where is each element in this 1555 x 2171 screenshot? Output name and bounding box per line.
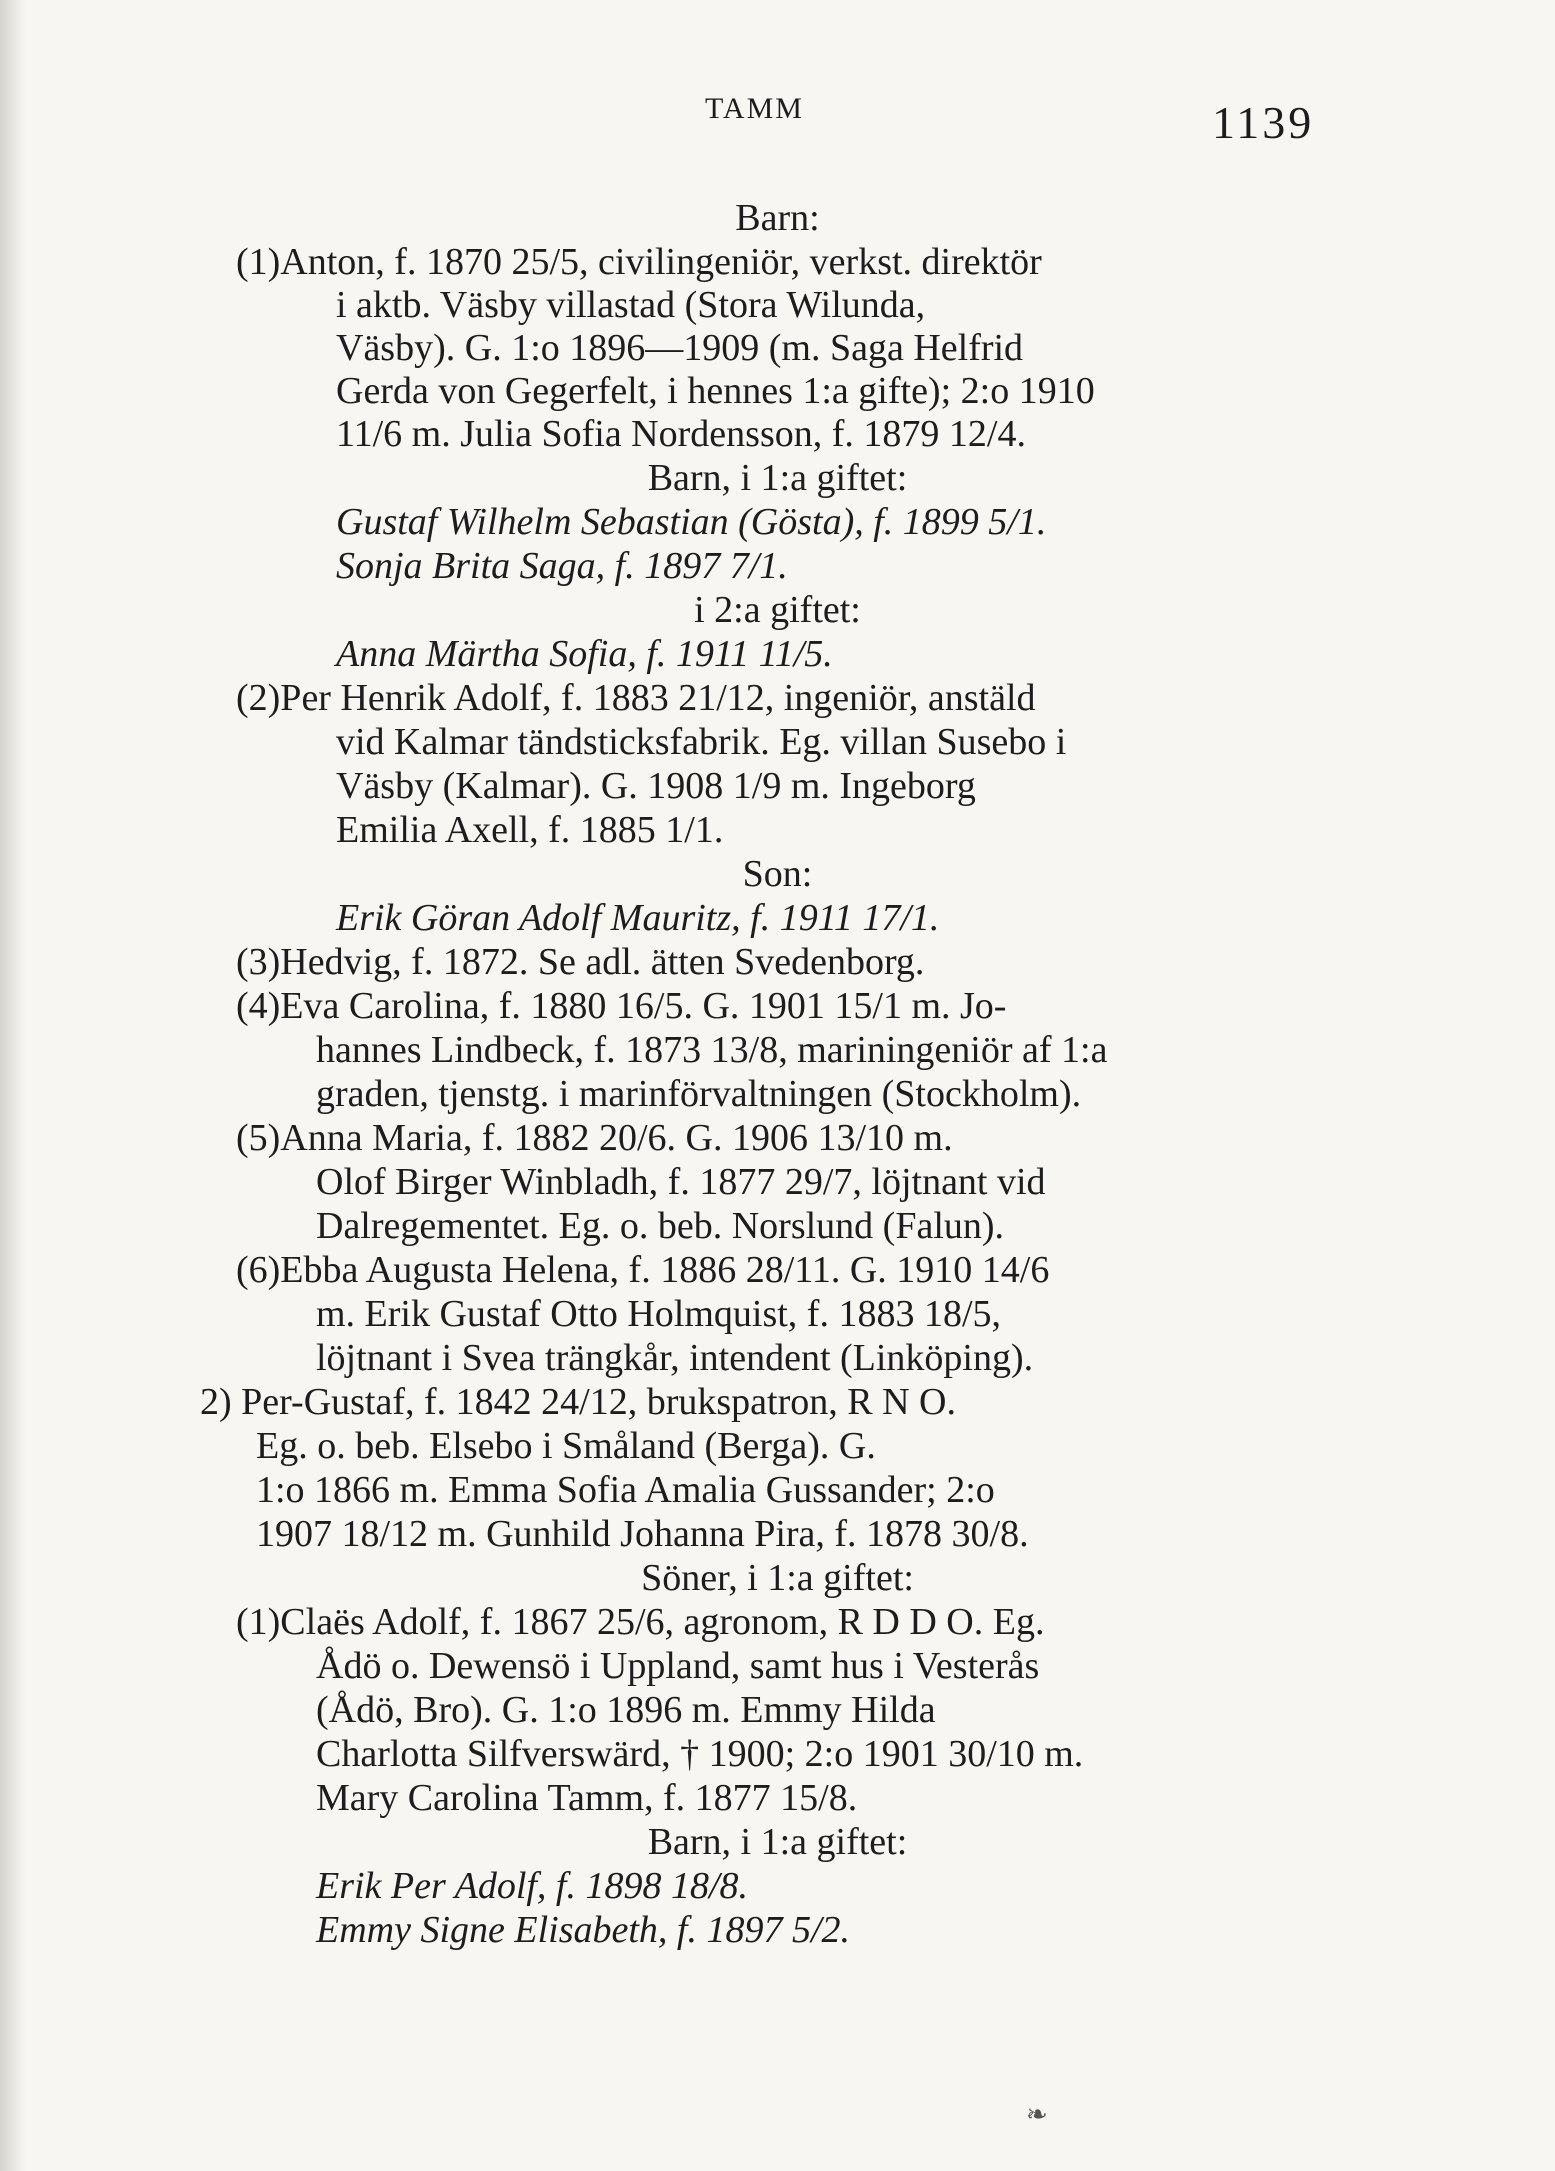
page-number: 1139 (1212, 97, 1315, 148)
text-line: graden, tjenstg. i marinförvaltningen (Stockholm). (316, 1073, 1082, 1115)
text-line: Eg. o. beb. Elsebo i Småland (Berga). G. (256, 1425, 876, 1467)
text-line: Olof Birger Winbladh, f. 1877 29/7, löjtnant vid (316, 1161, 1046, 1203)
text-line: i aktb. Väsby villastad (Stora Wilunda, (336, 284, 926, 326)
text-line: hannes Lindbeck, f. 1873 13/8, mariningeniör af 1:a (316, 1029, 1108, 1071)
subheading: Son: (742, 853, 813, 895)
text-line: Mary Carolina Tamm, f. 1877 15/8. (316, 1777, 858, 1819)
text-line: Anna Märtha Sofia, f. 1911 11/5. (336, 633, 833, 675)
text-line: Gustaf Wilhelm Sebastian (Gösta), f. 1899 5/1. (336, 501, 1047, 543)
text-line: Väsby). G. 1:o 1896—1909 (m. Saga Helfrid (336, 327, 1024, 369)
text-line: (1)Claës Adolf, f. 1867 25/6, agronom, R D D O. Eg. (236, 1601, 1045, 1643)
text-line: m. Erik Gustaf Otto Holmquist, f. 1883 18/5, (316, 1293, 1002, 1335)
text-line: (1)Anton, f. 1870 25/5, civilingeniör, verkst. direktör (236, 241, 1042, 283)
text-line: 1907 18/12 m. Gunhild Johanna Pira, f. 1878 30/8. (256, 1513, 1029, 1555)
text-line: Gerda von Gegerfelt, i hennes 1:a gifte); 2:o 1910 (336, 370, 1095, 412)
text-line: löjtnant i Svea trängkår, intendent (Linköping). (316, 1337, 1034, 1379)
text-line: vid Kalmar tändsticksfabrik. Eg. villan Susebo i (336, 721, 1067, 763)
text-line: Charlotta Silfverswärd, † 1900; 2:o 1901 30/10 m. (316, 1733, 1084, 1775)
text-line: (6)Ebba Augusta Helena, f. 1886 28/11. G. 1910 14/6 (236, 1249, 1050, 1291)
text-line: 11/6 m. Julia Sofia Nordensson, f. 1879 12/4. (336, 413, 1026, 455)
subheading: Barn, i 1:a giftet: (647, 1821, 908, 1863)
text-line: Ådö o. Dewensö i Uppland, samt hus i Vesterås (316, 1645, 1040, 1687)
printer-ornament-icon: ❧ (1026, 2100, 1048, 2130)
text-line: Emmy Signe Elisabeth, f. 1897 5/2. (316, 1909, 851, 1951)
text-line: Erik Göran Adolf Mauritz, f. 1911 17/1. (336, 897, 940, 939)
subheading: Söner, i 1:a giftet: (641, 1557, 914, 1599)
text-line: 1:o 1866 m. Emma Sofia Amalia Gussander; 2:o (256, 1469, 995, 1511)
text-line: Väsby (Kalmar). G. 1908 1/9 m. Ingeborg (336, 765, 976, 807)
text-line: (3)Hedvig, f. 1872. Se adl. ätten Svedenborg. (236, 941, 925, 983)
text-line: Dalregementet. Eg. o. beb. Norslund (Falun). (316, 1205, 1005, 1247)
subheading: Barn, i 1:a giftet: (647, 457, 908, 499)
text-line: (4)Eva Carolina, f. 1880 16/5. G. 1901 15/1 m. Jo- (236, 985, 1007, 1027)
running-head: TAMM (705, 92, 804, 125)
text-line: (2)Per Henrik Adolf, f. 1883 21/12, ingeniör, anstäld (236, 677, 1036, 719)
text-line: Erik Per Adolf, f. 1898 18/8. (316, 1865, 749, 1907)
section-heading: Barn: (735, 197, 820, 239)
text-line: Sonja Brita Saga, f. 1897 7/1. (336, 545, 788, 587)
text-line: Emilia Axell, f. 1885 1/1. (336, 809, 724, 851)
subheading: i 2:a giftet: (694, 589, 861, 631)
text-line: (Ådö, Bro). G. 1:o 1896 m. Emmy Hilda (316, 1689, 936, 1731)
text-line: 2) Per-Gustaf, f. 1842 24/12, brukspatron, R N O. (200, 1381, 956, 1423)
text-line: (5)Anna Maria, f. 1882 20/6. G. 1906 13/10 m. (236, 1117, 953, 1159)
